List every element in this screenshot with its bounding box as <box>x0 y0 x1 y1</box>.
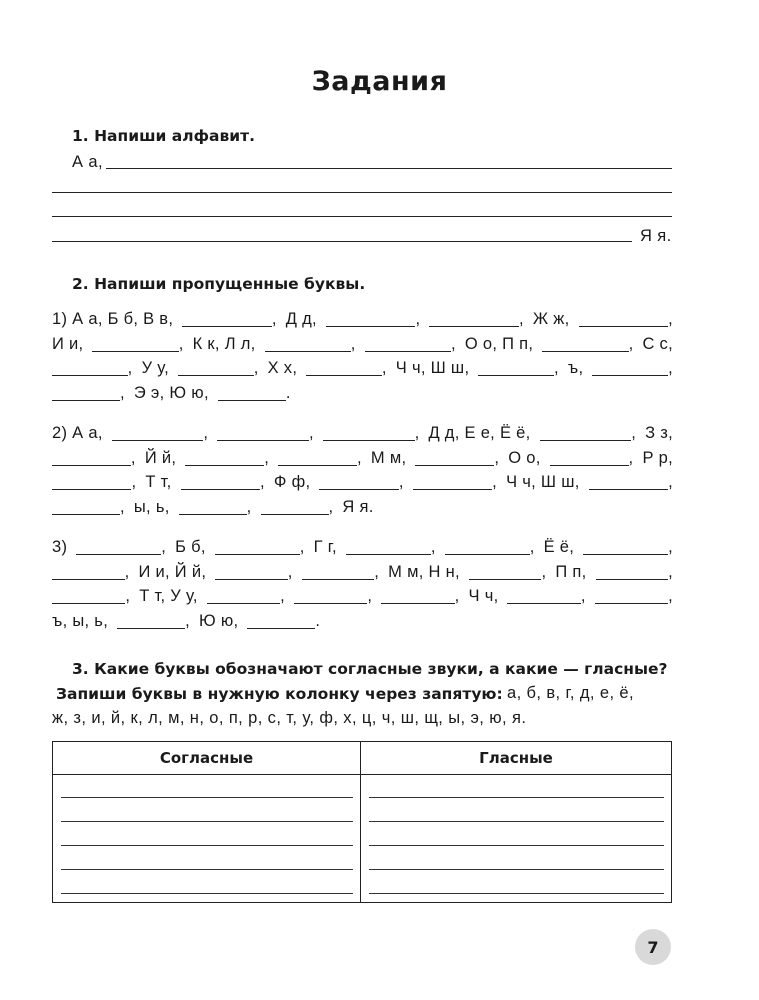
punctuation: , <box>668 538 673 556</box>
fill-in-blank[interactable] <box>181 473 260 490</box>
fill-in-blank[interactable] <box>179 498 247 515</box>
punctuation: , <box>580 587 586 605</box>
fill-in-blank[interactable] <box>52 498 120 515</box>
fill-in-blank[interactable] <box>429 310 519 327</box>
exercise-1-line-2 <box>52 335 673 355</box>
fill-in-blank[interactable] <box>215 563 288 580</box>
alphabet-line-4[interactable] <box>52 241 632 242</box>
punctuation: , <box>299 538 305 556</box>
letter-pairs: Ё ё, <box>543 538 575 556</box>
letter-pairs: Т т, <box>145 473 172 491</box>
exercise-1-line-1 <box>52 310 673 330</box>
fill-in-blank[interactable] <box>595 587 668 604</box>
fill-in-blank[interactable] <box>76 538 161 555</box>
punctuation: , <box>628 334 634 353</box>
fill-in-blank[interactable] <box>445 538 530 555</box>
punctuation: , <box>668 359 673 377</box>
letter-pairs: Х х, <box>267 359 298 377</box>
fill-in-blank[interactable] <box>589 473 668 490</box>
punctuation: , <box>668 473 673 491</box>
fill-in-blank[interactable] <box>265 335 351 352</box>
fill-in-blank[interactable] <box>217 424 309 441</box>
fill-in-blank[interactable] <box>550 449 629 466</box>
alphabet-line-1[interactable] <box>106 168 672 169</box>
punctuation: , <box>308 424 314 442</box>
fill-in-blank[interactable] <box>507 587 580 604</box>
punctuation: , <box>374 562 380 581</box>
letter-pairs: И и, <box>52 334 84 353</box>
letter-pairs: И и, Й й, <box>138 562 207 581</box>
exercise-2-line-1 <box>52 424 673 444</box>
fill-in-blank[interactable] <box>52 563 125 580</box>
punctuation: , <box>130 448 136 467</box>
consonants-writing-line[interactable] <box>61 845 353 846</box>
alphabet-end: Я я. <box>640 227 672 245</box>
fill-in-blank[interactable] <box>326 310 416 327</box>
punctuation: , <box>450 334 456 353</box>
fill-in-blank[interactable] <box>117 612 185 629</box>
punctuation: , <box>518 310 524 328</box>
letter-pairs: ъ, <box>567 359 584 377</box>
fill-in-blank[interactable] <box>52 359 128 376</box>
punctuation: , <box>494 448 500 467</box>
punctuation: , <box>328 497 334 516</box>
letter-pairs: Ю ю, <box>198 611 239 630</box>
fill-in-blank[interactable] <box>112 424 204 441</box>
fill-in-blank[interactable] <box>306 359 382 376</box>
task-1-heading: 1. Напиши алфавит. <box>72 127 255 145</box>
fill-in-blank[interactable] <box>218 384 286 401</box>
fill-in-blank[interactable] <box>52 384 120 401</box>
fill-in-blank[interactable] <box>478 359 554 376</box>
fill-in-blank[interactable] <box>261 498 329 515</box>
letter-pairs: Э э, Ю ю, <box>133 383 209 402</box>
page-title: Задания <box>311 66 448 97</box>
punctuation: , <box>280 587 286 605</box>
letter-pairs: М м, <box>370 448 407 467</box>
letter-pairs: Г г, <box>313 538 337 556</box>
task-3-letters-part-1: а, б, в, г, д, е, ё, <box>507 684 634 702</box>
fill-in-blank[interactable] <box>207 587 280 604</box>
letter-pairs: П п, <box>555 562 587 581</box>
fill-in-blank[interactable] <box>583 538 668 555</box>
letter-pairs: Б б, <box>175 538 206 556</box>
fill-in-blank[interactable] <box>415 449 494 466</box>
letter-pairs: Д д, <box>285 310 317 328</box>
punctuation: , <box>124 562 130 581</box>
punctuation: , <box>398 473 404 491</box>
punctuation: , <box>367 587 373 605</box>
letter-pairs: С с, <box>642 334 673 353</box>
letter-pairs: Ч ч, Ш ш, <box>506 473 580 491</box>
letter-pairs: З з, <box>645 424 673 442</box>
consonants-writing-line[interactable] <box>61 893 353 894</box>
fill-in-blank[interactable] <box>381 587 454 604</box>
exercise-3-line-1 <box>52 538 673 558</box>
letter-pairs: 3) <box>52 538 68 556</box>
letter-pairs: ы, ь, <box>133 497 170 516</box>
fill-in-blank[interactable] <box>302 563 375 580</box>
punctuation: , <box>668 562 673 581</box>
fill-in-blank[interactable] <box>596 563 669 580</box>
letter-pairs: 2) А а, <box>52 424 103 442</box>
letter-pairs: К к, Л л, <box>192 334 256 353</box>
fill-in-blank[interactable] <box>323 424 415 441</box>
fill-in-blank[interactable] <box>365 335 451 352</box>
exercise-3-line-4 <box>52 612 673 632</box>
punctuation: , <box>125 587 131 605</box>
punctuation: . <box>315 611 321 630</box>
punctuation: , <box>631 424 637 442</box>
letter-pairs: Д д, Е е, Ё ё, <box>428 424 531 442</box>
letter-pairs: Р р, <box>642 448 673 467</box>
punctuation: , <box>529 538 535 556</box>
punctuation: , <box>271 310 277 328</box>
vowels-writing-line[interactable] <box>369 821 664 822</box>
fill-in-blank[interactable] <box>92 335 178 352</box>
punctuation: , <box>203 424 209 442</box>
exercise-3-line-2 <box>52 563 673 583</box>
alphabet-line-3[interactable] <box>52 216 672 217</box>
fill-in-blank[interactable] <box>542 335 628 352</box>
consonants-header: Согласные <box>53 742 360 775</box>
vowels-writing-line[interactable] <box>369 845 664 846</box>
punctuation: , <box>381 359 387 377</box>
alphabet-line-2[interactable] <box>52 192 672 193</box>
task-3-heading-line-1: 3. Какие буквы обозначают согласные звуки, а какие — гласные? <box>72 660 668 678</box>
exercise-1-line-4 <box>52 384 673 404</box>
punctuation: , <box>415 310 421 328</box>
consonants-writing-line[interactable] <box>61 821 353 822</box>
fill-in-blank[interactable] <box>52 587 125 604</box>
letter-pairs: М м, Н н, <box>388 562 460 581</box>
punctuation: , <box>287 562 293 581</box>
letter-pairs: У у, <box>141 359 170 377</box>
fill-in-blank[interactable] <box>294 587 367 604</box>
vowels-writing-line[interactable] <box>369 797 664 798</box>
exercise-2-line-4 <box>52 498 673 518</box>
fill-in-blank[interactable] <box>52 473 131 490</box>
punctuation: , <box>253 359 259 377</box>
punctuation: , <box>185 611 190 630</box>
vowels-writing-line[interactable] <box>369 869 664 870</box>
letter-pairs: Ч ч, <box>468 587 499 605</box>
letter-pairs: Й й, <box>144 448 177 467</box>
punctuation: , <box>430 538 436 556</box>
letter-pairs: Ж ж, <box>532 310 570 328</box>
punctuation: . <box>285 383 291 402</box>
letter-pairs: ъ, ы, ь, <box>52 611 109 630</box>
letter-pairs: Я я. <box>342 497 374 516</box>
punctuation: , <box>131 473 137 491</box>
letters-table <box>52 741 672 903</box>
punctuation: , <box>161 538 167 556</box>
fill-in-blank[interactable] <box>469 563 542 580</box>
punctuation: , <box>259 473 265 491</box>
fill-in-blank[interactable] <box>319 473 398 490</box>
punctuation: , <box>120 383 125 402</box>
page-number: 7 <box>635 929 671 965</box>
letter-pairs: О о, <box>508 448 541 467</box>
punctuation: , <box>541 562 547 581</box>
punctuation: , <box>246 497 252 516</box>
vowels-header: Гласные <box>361 742 671 775</box>
task-3-letters-line-2: ж, з, и, й, к, л, м, н, о, п, р, с, т, у, ф, х, ц, ч, ш, щ, ы, э, ю, я. <box>52 709 527 727</box>
punctuation: , <box>127 359 133 377</box>
punctuation: , <box>357 448 362 467</box>
punctuation: , <box>554 359 559 377</box>
punctuation: , <box>350 334 356 353</box>
fill-in-blank[interactable] <box>579 310 669 327</box>
punctuation: , <box>414 424 420 442</box>
punctuation: , <box>668 587 673 605</box>
vowels-writing-line[interactable] <box>369 893 664 894</box>
task-3-heading-line-2: Запиши буквы в нужную колонку через запятую: <box>56 685 503 703</box>
fill-in-blank[interactable] <box>413 473 492 490</box>
letter-pairs: Т т, У у, <box>139 587 198 605</box>
exercise-2-line-3 <box>52 473 673 493</box>
consonants-writing-line[interactable] <box>61 869 353 870</box>
letter-pairs: О о, П п, <box>464 334 534 353</box>
fill-in-blank[interactable] <box>185 449 264 466</box>
punctuation: , <box>178 334 184 353</box>
exercise-1-line-3 <box>52 359 673 379</box>
fill-in-blank[interactable] <box>346 538 431 555</box>
alphabet-start: А а, <box>72 153 103 171</box>
fill-in-blank[interactable] <box>215 538 300 555</box>
letter-pairs: 1) А а, Б б, В в, <box>52 310 174 328</box>
letter-pairs: Ч ч, Ш ш, <box>395 359 470 377</box>
fill-in-blank[interactable] <box>178 359 254 376</box>
fill-in-blank[interactable] <box>52 449 131 466</box>
letter-pairs: Ф ф, <box>273 473 311 491</box>
task-2-heading: 2. Напиши пропущенные буквы. <box>72 275 366 293</box>
fill-in-blank[interactable] <box>182 310 272 327</box>
exercise-2-line-2 <box>52 449 673 469</box>
punctuation: , <box>668 310 673 328</box>
fill-in-blank[interactable] <box>247 612 315 629</box>
punctuation: , <box>264 448 270 467</box>
punctuation: , <box>120 497 125 516</box>
consonants-writing-line[interactable] <box>61 797 353 798</box>
fill-in-blank[interactable] <box>278 449 357 466</box>
punctuation: , <box>454 587 460 605</box>
punctuation: , <box>492 473 498 491</box>
exercise-3-line-3 <box>52 587 673 607</box>
fill-in-blank[interactable] <box>592 359 668 376</box>
punctuation: , <box>628 448 634 467</box>
fill-in-blank[interactable] <box>540 424 632 441</box>
